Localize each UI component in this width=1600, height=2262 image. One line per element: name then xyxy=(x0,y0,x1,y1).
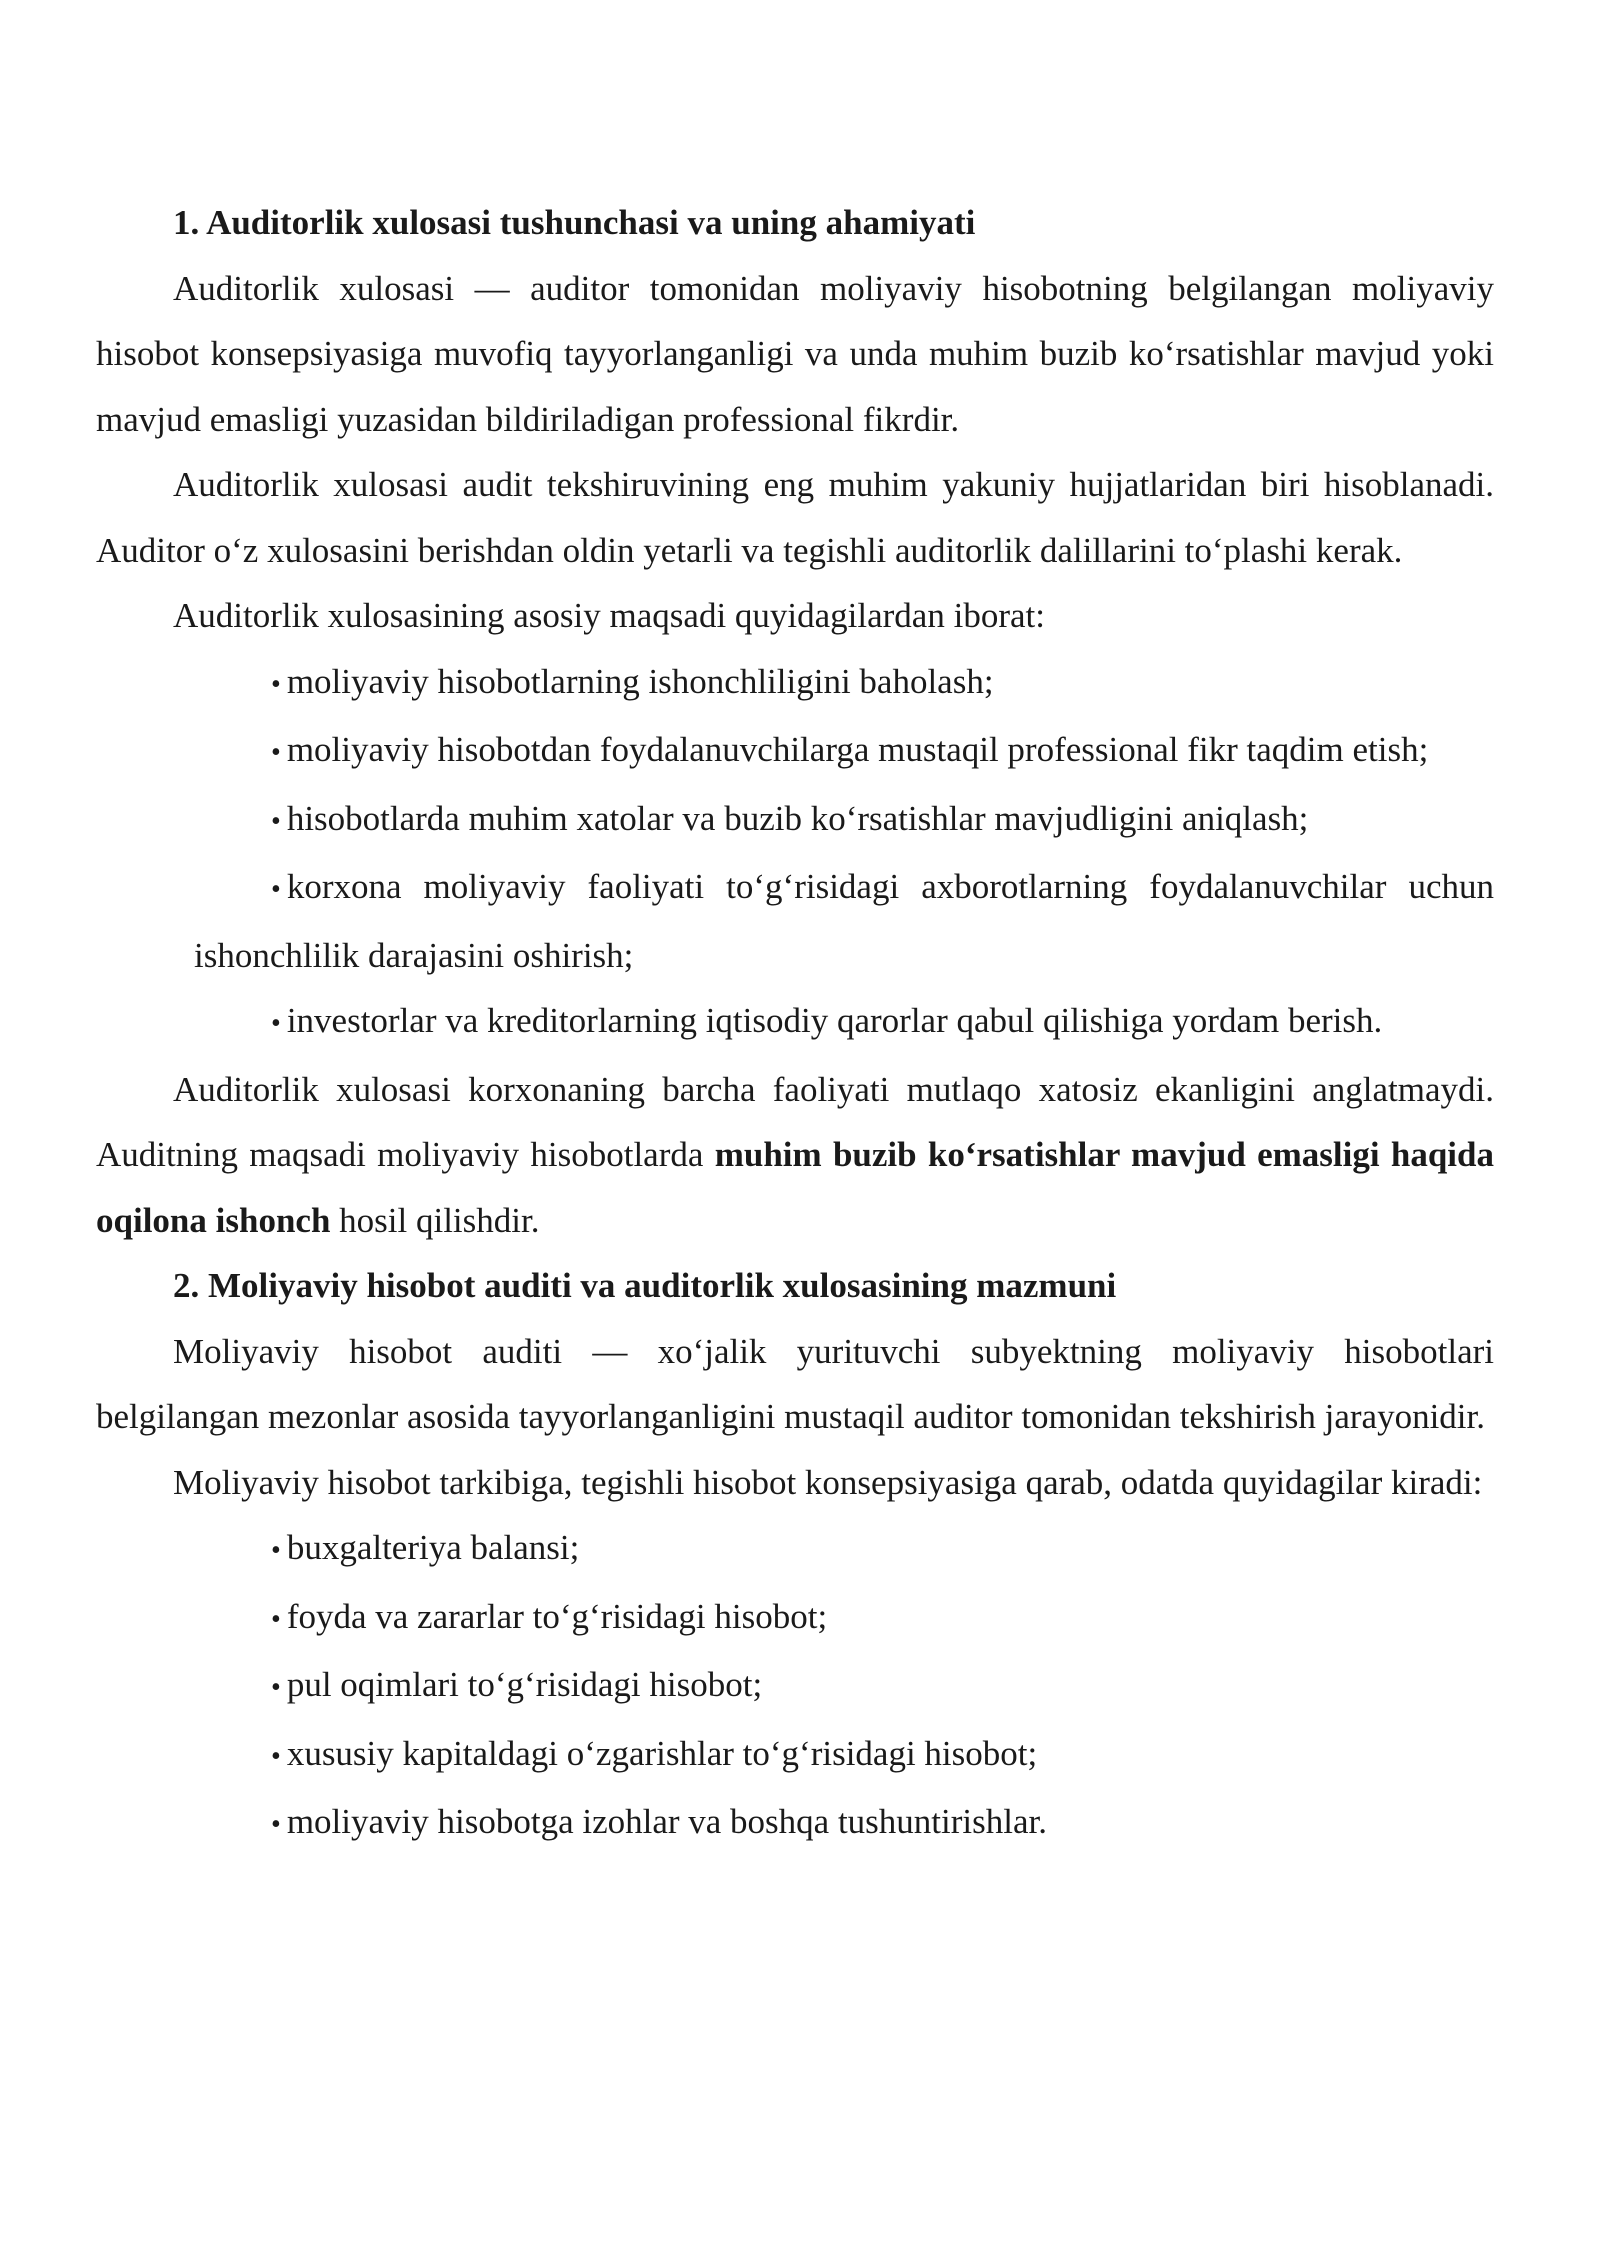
bullet-icon: • xyxy=(271,1809,281,1840)
section-2-composition-list xyxy=(96,1515,1494,1858)
section-2-paragraph-composition-intro: Moliyaviy hisobot tarkibiga, tegishli hisobot konsepsiyasiga qarab, odatda quyidagilar kiradi: xyxy=(173,1462,1483,1502)
list-item xyxy=(96,1789,1494,1858)
list-item xyxy=(96,988,1494,1057)
bullet-icon: • xyxy=(271,1672,281,1703)
bullet-icon: • xyxy=(271,874,281,905)
list-item-text: foyda va zararlar to‘g‘risidagi hisobot; xyxy=(286,1596,828,1636)
list-item-text: xususiy kapitaldagi o‘zgarishlar to‘g‘risidagi hisobot; xyxy=(286,1733,1038,1773)
list-item xyxy=(96,1584,1494,1653)
bullet-icon: • xyxy=(271,1008,281,1039)
list-item-text: korxona moliyaviy faoliyati to‘g‘risidagi axborotlarning foydalanuvchilar uchun ishonchlilik darajasini oshirish; xyxy=(194,867,1494,975)
list-item xyxy=(96,649,1494,718)
list-item-text: hisobotlarda muhim xatolar va buzib ko‘rsatishlar mavjudligini aniqlash; xyxy=(286,798,1309,838)
assurance-text-end: hosil qilishdir. xyxy=(330,1200,540,1240)
list-item xyxy=(96,786,1494,855)
list-item xyxy=(96,854,1494,988)
bullet-icon: • xyxy=(271,805,281,837)
assurance-text-start: Auditorlik xulosasi korxonaning barcha faoliyati mutlaqo xatosiz ekanligini anglatmaydi. Auditning maqsadi moliyaviy hisobotlarda xyxy=(96,1069,1494,1174)
section-2-heading: 2. Moliyaviy hisobot auditi va auditorlik xulosasining mazmuni xyxy=(173,1266,1117,1305)
list-item-text: moliyaviy hisobotga izohlar va boshqa tushuntirishlar. xyxy=(286,1802,1047,1841)
list-item-text: pul oqimlari to‘g‘risidagi hisobot; xyxy=(286,1665,763,1704)
section-1-paragraph-definition: Auditorlik xulosasi — auditor tomonidan moliyaviy hisobotning belgilangan moliyaviy hisobot konsepsiyasiga muvofiq tayyorlanganligi va unda muhim buzib ko‘rsatishlar mavjud yoki mavjud emasligi yuzasidan bildiriladigan professional fikrdir. xyxy=(96,268,1494,439)
section-1-heading: 1. Auditorlik xulosasi tushunchasi va uning ahamiyati xyxy=(173,203,976,242)
bullet-icon: • xyxy=(271,737,281,768)
section-1-paragraph-goals-intro: Auditorlik xulosasining asosiy maqsadi quyidagilardan iborat: xyxy=(173,596,1045,635)
list-item xyxy=(96,1652,1494,1721)
section-1-paragraph-assurance xyxy=(96,1057,1494,1254)
list-item-text: moliyaviy hisobotlarning ishonchliligini baholash; xyxy=(286,661,994,701)
list-item-text: moliyaviy hisobotdan foydalanuvchilarga mustaqil professional fikr taqdim etish; xyxy=(286,730,1429,769)
bullet-icon: • xyxy=(271,1603,281,1635)
section-1-goals-list xyxy=(96,649,1494,1057)
bullet-icon: • xyxy=(271,668,281,700)
list-item-text: investorlar va kreditorlarning iqtisodiy qarorlar qabul qilishiga yordam berish. xyxy=(286,1001,1383,1040)
list-item xyxy=(96,1515,1494,1584)
assurance-text-emphasis: muhim buzib ko‘rsatishlar mavjud emasligi haqida oqilona ishonch xyxy=(96,1135,1494,1240)
list-item-text: buxgalteriya balansi; xyxy=(286,1528,580,1567)
section-2-paragraph-definition: Moliyaviy hisobot auditi — xo‘jalik yurituvchi subyektning moliyaviy hisobotlari belgilangan mezonlar asosida tayyorlanganligini mustaqil auditor tomonidan tekshirish jarayonidir. xyxy=(96,1331,1494,1436)
bullet-icon: • xyxy=(271,1535,281,1566)
list-item xyxy=(96,717,1494,786)
list-item xyxy=(96,1721,1494,1790)
bullet-icon: • xyxy=(271,1740,281,1772)
section-1-paragraph-importance: Auditorlik xulosasi audit tekshiruvining eng muhim yakuniy hujjatlaridan biri hisoblanadi. Auditor o‘z xulosasini berishdan oldin yetarli va tegishli auditorlik dalillarini to‘plashi kerak. xyxy=(96,465,1494,570)
